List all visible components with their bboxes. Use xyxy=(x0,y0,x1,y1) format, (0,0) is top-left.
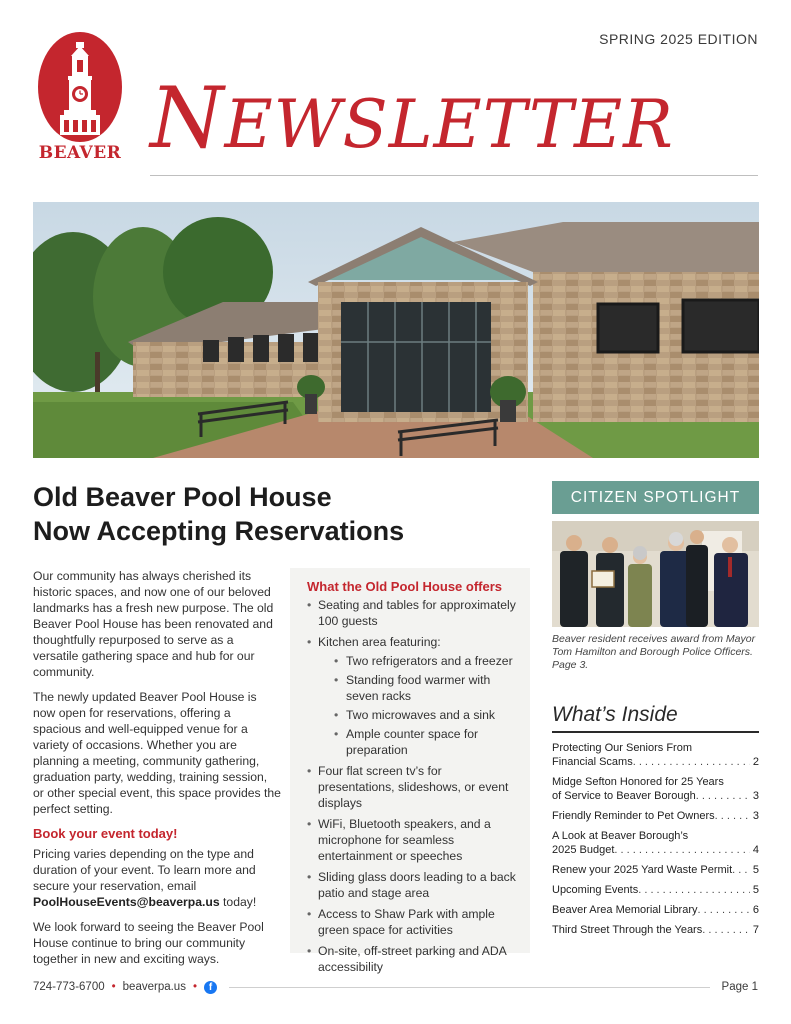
toc-page-number: 3 xyxy=(752,790,759,802)
award-photo xyxy=(552,521,759,627)
footer-separator: • xyxy=(192,981,197,993)
toc-item-title-end: Third Street Through the Years xyxy=(552,924,703,936)
toc-item-title-end: 2025 Budget xyxy=(552,844,615,856)
toc-page-number: 3 xyxy=(752,810,759,822)
kitchen-item: • Ample counter space for preparation xyxy=(332,726,520,758)
toc-page-number: 5 xyxy=(752,864,759,876)
toc-item[interactable] xyxy=(552,829,759,857)
whats-inside-title: What’s Inside xyxy=(552,703,678,726)
kitchen-item: • Two refrigerators and a freezer xyxy=(332,653,520,669)
offers-heading: What the Old Pool House offers xyxy=(307,579,503,594)
beaver-logo xyxy=(34,32,126,163)
toc-item[interactable] xyxy=(552,809,759,823)
toc-item-title: Midge Sefton Honored for 25 Years xyxy=(552,776,724,788)
clock-tower-icon xyxy=(38,32,122,142)
footer-divider xyxy=(229,987,710,988)
article-paragraph xyxy=(33,846,281,910)
pool-house-photo xyxy=(33,202,759,458)
whats-inside-divider xyxy=(552,731,759,733)
toc-item-title: Protecting Our Seniors From xyxy=(552,742,692,754)
pricing-text: Pricing varies depending on the type and duration of your event. To learn more and secure your reservation, email xyxy=(33,847,256,893)
spotlight-caption: Beaver resident receives award from Mayor Tom Hamilton and Borough Police Officers. Page 3. xyxy=(552,633,756,671)
footer-page-number: Page 1 xyxy=(721,981,758,993)
footer-website[interactable]: beaverpa.us xyxy=(122,981,186,993)
toc-page-number: 2 xyxy=(752,756,759,768)
toc-page-number: 6 xyxy=(752,904,759,916)
page-footer xyxy=(33,979,758,995)
headline-line-1: Old Beaver Pool House xyxy=(33,482,332,512)
logo-text: BEAVER xyxy=(38,143,122,163)
toc-item-title: A Look at Beaver Borough’s xyxy=(552,830,689,842)
toc-item-title-end: Financial Scams xyxy=(552,756,633,768)
toc-item[interactable] xyxy=(552,923,759,937)
email-link[interactable]: PoolHouseEvents@beaverpa.us xyxy=(33,895,220,909)
offer-item xyxy=(307,634,520,758)
citizen-spotlight-header: CITIZEN SPOTLIGHT xyxy=(552,481,759,514)
kitchen-item: • Standing food warmer with seven racks xyxy=(332,672,520,704)
offer-item-label: Kitchen area featuring: xyxy=(318,635,441,649)
footer-separator: • xyxy=(111,981,116,993)
offers-box xyxy=(290,568,530,974)
article-body xyxy=(33,568,281,976)
toc-item-title-end: Renew your 2025 Yard Waste Permit xyxy=(552,864,733,876)
offer-item: • Seating and tables for approximately 100 guests xyxy=(307,597,520,629)
article-headline xyxy=(33,480,503,548)
header-divider xyxy=(150,175,758,176)
table-of-contents xyxy=(552,741,759,943)
pricing-text-end: today! xyxy=(219,895,257,909)
toc-item-title-end: Friendly Reminder to Pet Owners xyxy=(552,810,715,822)
toc-page-number: 4 xyxy=(752,844,759,856)
kitchen-item: • Two microwaves and a sink xyxy=(332,707,520,723)
toc-item[interactable] xyxy=(552,775,759,803)
toc-item[interactable] xyxy=(552,863,759,877)
newsletter-masthead xyxy=(150,69,674,167)
toc-item-title-end: of Service to Beaver Borough xyxy=(552,790,696,802)
edition-label: SPRING 2025 EDITION xyxy=(599,31,758,47)
footer-phone[interactable]: 724-773-6700 xyxy=(33,981,105,993)
toc-item[interactable] xyxy=(552,903,759,917)
article-paragraph: Our community has always cherished its historic spaces, and now one of our beloved landmarks has a fresh new purpose. The old Beaver Pool House has been renovated and thoughtfully repurposed to serve as a versatile gathering space and hub for our community. xyxy=(33,569,274,679)
masthead-rest: EWSLETTER xyxy=(224,86,674,163)
headline-line-2: Now Accepting Reservations xyxy=(33,516,405,546)
toc-item-title-end: Upcoming Events xyxy=(552,884,639,896)
toc-item[interactable] xyxy=(552,883,759,897)
offer-item: • Four flat screen tv’s for presentations, slideshows, or event displays xyxy=(307,763,520,811)
toc-page-number: 5 xyxy=(752,884,759,896)
book-event-heading: Book your event today! xyxy=(33,826,178,841)
offer-item: • Sliding glass doors leading to a back patio and stage area xyxy=(307,869,520,901)
offer-item: • On-site, off-street parking and ADA accessibility xyxy=(307,943,520,975)
article-paragraph: We look forward to seeing the Beaver Pool House continue to bring our community together in new and exciting ways. xyxy=(33,920,264,966)
offer-item: • WiFi, Bluetooth speakers, and a microphone for seamless entertainment or speeches xyxy=(307,816,520,864)
masthead-initial: N xyxy=(150,69,225,167)
toc-item-title-end: Beaver Area Memorial Library xyxy=(552,904,698,916)
offer-item: • Access to Shaw Park with ample green space for activities xyxy=(307,906,520,938)
facebook-icon[interactable]: f xyxy=(204,981,217,994)
toc-page-number: 7 xyxy=(752,924,759,936)
toc-item[interactable] xyxy=(552,741,759,769)
offers-list xyxy=(307,597,520,975)
kitchen-list xyxy=(318,653,520,758)
article-paragraph: The newly updated Beaver Pool House is now open for reservations, offering a spacious and well-equipped venue for a variety of occasions. Whether you are planning a meeting, community gathering, graduation party, wedding, training session, or other special event, this space provides the perfect setting. xyxy=(33,690,281,816)
